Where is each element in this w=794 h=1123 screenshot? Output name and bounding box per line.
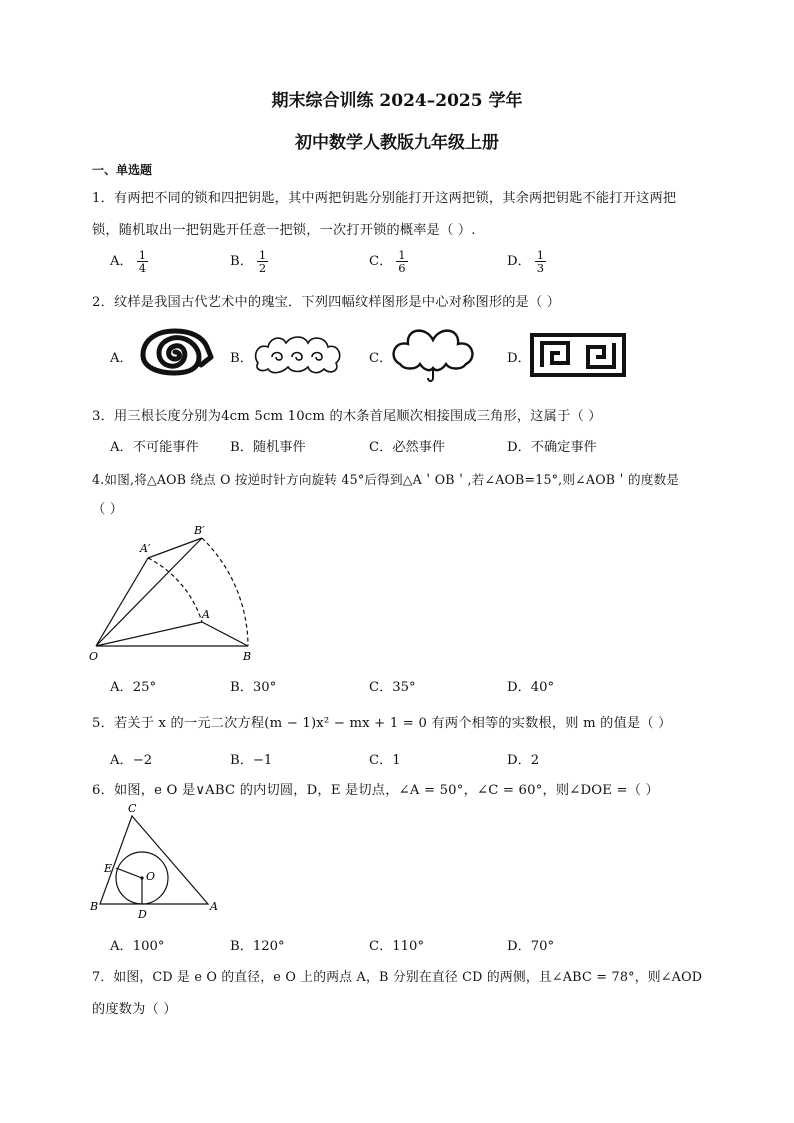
- q3-stem: 3．用三根长度分别为4cm 5cm 10cm 的木条首尾顺次相接围成三角形，这属于（ ）: [92, 409, 602, 424]
- q1-option-b: B． $\frac{1}{2}$: [230, 248, 267, 275]
- q1-stem-line1: 1．有两把不同的锁和四把钥匙，其中两把钥匙分别能打开这两把锁，其余两把钥匙不能打开这两把: [92, 191, 677, 206]
- q2-option-d-label: D．: [507, 351, 531, 366]
- q4-option-a: A．25°: [110, 680, 157, 695]
- segment-oa1: [96, 558, 148, 646]
- segment-oe: [116, 868, 142, 878]
- q4-option-b: B．30°: [230, 680, 277, 695]
- label-e: E: [104, 862, 113, 875]
- q2-option-b-label: B．: [230, 351, 253, 366]
- triangle-abc: [100, 816, 208, 904]
- label-b1: B′: [194, 524, 205, 537]
- label-b: B: [243, 650, 252, 663]
- q5-option-a: A．−2: [110, 753, 153, 768]
- segment-oa: [96, 622, 202, 646]
- q5-stem: 5．若关于 x 的一元二次方程(m − 1)x² − mx + 1 = 0 有两个相等的实数根，则 m 的值是（ ）: [92, 716, 672, 731]
- label-a: A: [202, 608, 210, 621]
- label-c: C: [128, 802, 137, 815]
- segment-ab: [202, 622, 248, 646]
- q7-stem-line1: 7．如图，CD 是 e O 的直径，e O 上的两点 A，B 分别在直径 CD 的两侧，且∠ABC = 78°，则∠AOD: [92, 970, 703, 985]
- q2-option-c-label: C．: [369, 351, 393, 366]
- q1-option-a: A． $\frac{1}{4}$: [110, 248, 147, 275]
- page-title: 期末综合训练 2024–2025 学年: [271, 91, 523, 111]
- q3-option-c: C．必然事件: [369, 440, 446, 455]
- meander-pattern-icon: [530, 333, 626, 377]
- label-d: D: [138, 908, 147, 921]
- q6-option-a: A．100°: [110, 939, 165, 954]
- q4-option-c: C．35°: [369, 680, 416, 695]
- q6-option-b: B．120°: [230, 939, 285, 954]
- q3-option-d: D．不确定事件: [507, 440, 597, 455]
- q6-option-c: C．110°: [369, 939, 425, 954]
- arc-a-a1: [148, 558, 202, 622]
- q4-stem-line2: （ ）: [92, 502, 124, 517]
- q4-option-d: D．40°: [507, 680, 555, 695]
- label-a1: A′: [140, 542, 151, 555]
- q2-option-a-label: A．: [110, 351, 133, 366]
- page-subtitle: 初中数学人教版九年级上册: [295, 133, 499, 153]
- q3-option-a: A．不可能事件: [110, 440, 199, 455]
- q5-option-c: C．1: [369, 753, 401, 768]
- q4-rotation-figure: [88, 526, 268, 666]
- arc-b-b1: [202, 538, 248, 646]
- label-o: O: [89, 650, 99, 663]
- segment-a1b1: [148, 538, 202, 558]
- label-b: B: [90, 900, 99, 913]
- q1-option-d: D． $\frac{1}{3}$: [507, 248, 545, 275]
- cloud-pattern-b-icon: [252, 333, 342, 375]
- q5-option-b: B．−1: [230, 753, 273, 768]
- cloud-pattern-c-icon: [390, 326, 476, 386]
- section-heading: 一、单选题: [92, 163, 153, 177]
- q6-incircle-figure: [88, 802, 228, 924]
- label-a: A: [210, 900, 218, 913]
- q4-stem-line1: 4.如图,将△AOB 绕点 O 按逆时针方向旋转 45°后得到△A＇OB＇,若∠AOB=15°,则∠AOB＇的度数是: [92, 472, 680, 487]
- q3-option-b: B．随机事件: [230, 440, 306, 455]
- q2-stem: 2．纹样是我国古代艺术中的瑰宝．下列四幅纹样图形是中心对称图形的是（ ）: [92, 295, 561, 310]
- label-o: O: [146, 870, 156, 883]
- q7-stem-line2: 的度数为（ ）: [92, 1002, 177, 1017]
- q1-option-c: C． $\frac{1}{6}$: [369, 248, 406, 275]
- q6-option-d: D．70°: [507, 939, 555, 954]
- q1-stem-line2: 锁，随机取出一把钥匙开任意一把锁，一次打开锁的概率是（ ）.: [92, 223, 476, 238]
- q6-stem: 6．如图，e O 是∨ABC 的内切圆，D，E 是切点，∠A = 50°，∠C = 60°，则∠DOE =（ ）: [92, 783, 659, 798]
- q5-option-d: D．2: [507, 753, 540, 768]
- spiral-pattern-icon: [135, 327, 215, 377]
